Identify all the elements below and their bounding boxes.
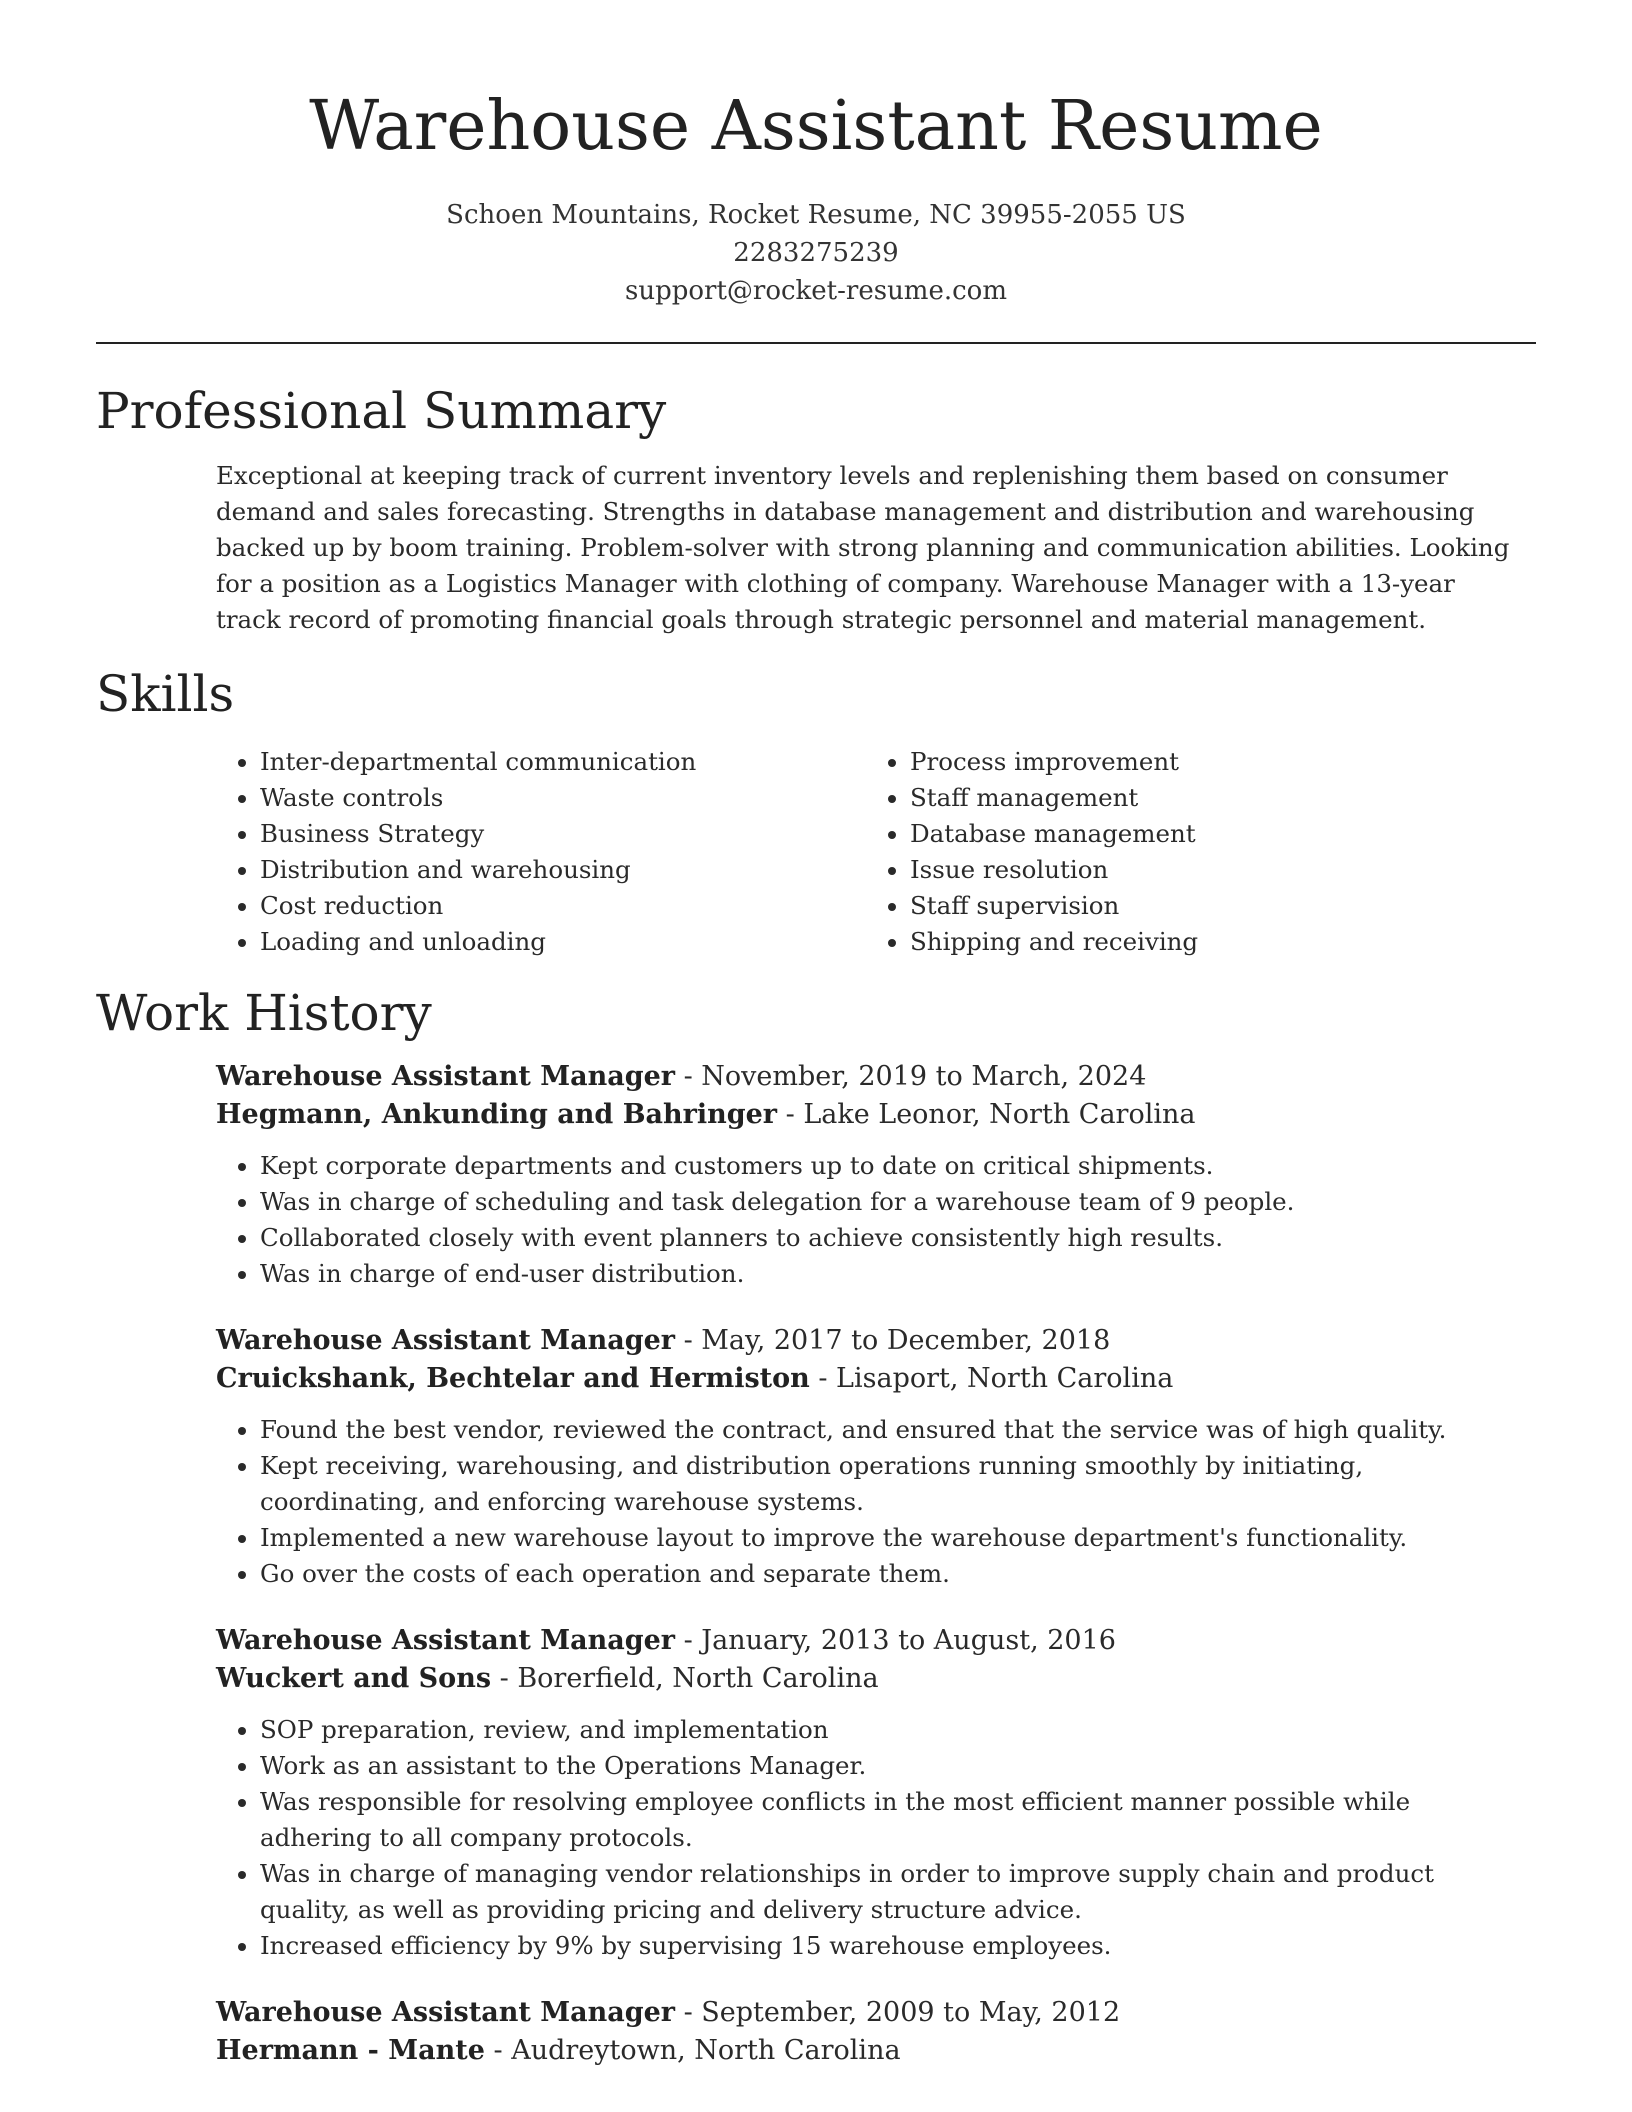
job-entry: [216, 1322, 1526, 1592]
job-bullet: • Kept corporate departments and customers up to date on critical shipments.: [260, 1148, 1526, 1184]
skills-section: [216, 744, 1526, 960]
job-bullets: [216, 1412, 1526, 1592]
skill-item: • Business Strategy: [260, 816, 866, 852]
job-bullet: • Was in charge of scheduling and task delegation for a warehouse team of 9 people.: [260, 1184, 1526, 1220]
job-title-line: [216, 1994, 1526, 2032]
job-dates: - May, 2017 to December, 2018: [675, 1325, 1111, 1356]
skill-item: • Cost reduction: [260, 888, 866, 924]
job-bullet: • Was responsible for resolving employee conflicts in the most efficient manner possible while adhering to all company protocols.: [260, 1784, 1526, 1856]
skill-item: • Inter-departmental communication: [260, 744, 866, 780]
contact-phone: 2283275239: [733, 238, 899, 268]
job-dates: - November, 2019 to March, 2024: [675, 1061, 1147, 1092]
job-bullets: [216, 1712, 1526, 1964]
skill-item: • Waste controls: [260, 780, 866, 816]
job-dates: - January, 2013 to August, 2016: [675, 1625, 1116, 1656]
job-company-line: [216, 1096, 1526, 1134]
skill-item: • Shipping and receiving: [910, 924, 1516, 960]
summary-section: [216, 458, 1526, 638]
summary-heading: Professional Summary: [96, 382, 667, 440]
job-company-line: [216, 2032, 1526, 2070]
job-title: Warehouse Assistant Manager: [216, 1625, 675, 1656]
job-company: Hegmann, Ankunding and Bahringer: [216, 1099, 778, 1130]
job-location: - Lake Leonor, North Carolina: [777, 1099, 1196, 1130]
work-section: [216, 1058, 1526, 2100]
skills-grid: [216, 744, 1526, 960]
header-divider: [96, 342, 1536, 344]
resume-title: Warehouse Assistant Resume: [309, 87, 1323, 166]
job-title-line: [216, 1058, 1526, 1096]
job-bullet: • Was in charge of managing vendor relationships in order to improve supply chain and product quality, as well as providing pricing and delivery structure advice.: [260, 1856, 1526, 1928]
resume-header: [96, 84, 1536, 310]
job-title: Warehouse Assistant Manager: [216, 1325, 675, 1356]
job-bullet: • Kept receiving, warehousing, and distribution operations running smoothly by initiating, coordinating, and enforcing warehouse systems.: [260, 1448, 1526, 1520]
job-bullet: • Collaborated closely with event planners to achieve consistently high results.: [260, 1220, 1526, 1256]
skill-item: • Loading and unloading: [260, 924, 866, 960]
summary-text: Exceptional at keeping track of current inventory levels and replenishing them based on consumer demand and sales forecasting. Strengths in database management and distribution and warehousing backed up by boom training. Problem-solver with strong planning and communication abilities. Looking for a position as a Logistics Manager with clothing of company. Warehouse Manager with a 13-year track record of promoting financial goals through strategic personnel and material management.: [216, 461, 1510, 634]
job-bullet: • Go over the costs of each operation and separate them.: [260, 1556, 1526, 1592]
skills-heading: Skills: [96, 665, 235, 723]
job-bullet: • SOP preparation, review, and implementation: [260, 1712, 1526, 1748]
job-bullets: [216, 1148, 1526, 1292]
job-location: - Lisaport, North Carolina: [809, 1363, 1174, 1394]
work-heading: Work History: [96, 984, 432, 1042]
job-company: Hermann - Mante: [216, 2035, 485, 2066]
job-company: Cruickshank, Bechtelar and Hermiston: [216, 1363, 810, 1394]
job-location: - Audreytown, North Carolina: [484, 2035, 901, 2066]
job-dates: - September, 2009 to May, 2012: [675, 1997, 1121, 2028]
job-bullet: • Found the best vendor, reviewed the contract, and ensured that the service was of high quality.: [260, 1412, 1526, 1448]
job-company-line: [216, 1660, 1526, 1698]
job-title-line: [216, 1622, 1526, 1660]
job-bullet: • Was in charge of end-user distribution.: [260, 1256, 1526, 1292]
job-bullet: • Increased efficiency by 9% by supervising 15 warehouse employees.: [260, 1928, 1526, 1964]
skill-item: • Process improvement: [910, 744, 1516, 780]
job-bullet: • Work as an assistant to the Operations Manager.: [260, 1748, 1526, 1784]
contact-address: Schoen Mountains, Rocket Resume, NC 39955-2055 US: [446, 200, 1186, 230]
skill-item: • Staff supervision: [910, 888, 1516, 924]
contact-block: [96, 196, 1536, 310]
contact-email: support@rocket-resume.com: [624, 276, 1007, 306]
job-location: - Borerfield, North Carolina: [491, 1663, 879, 1694]
job-company: Wuckert and Sons: [216, 1663, 492, 1694]
job-bullet: • Implemented a new warehouse layout to improve the warehouse department's functionality.: [260, 1520, 1526, 1556]
skill-item: • Database management: [910, 816, 1516, 852]
skill-item: • Issue resolution: [910, 852, 1516, 888]
job-title: Warehouse Assistant Manager: [216, 1997, 675, 2028]
job-title: Warehouse Assistant Manager: [216, 1061, 675, 1092]
job-company-line: [216, 1360, 1526, 1398]
skill-item: • Staff management: [910, 780, 1516, 816]
skills-column-left: [216, 744, 866, 960]
job-entry: [216, 1994, 1526, 2070]
job-entry: [216, 1622, 1526, 1964]
skills-column-right: [866, 744, 1516, 960]
job-title-line: [216, 1322, 1526, 1360]
skill-item: • Distribution and warehousing: [260, 852, 866, 888]
job-entry: [216, 1058, 1526, 1292]
